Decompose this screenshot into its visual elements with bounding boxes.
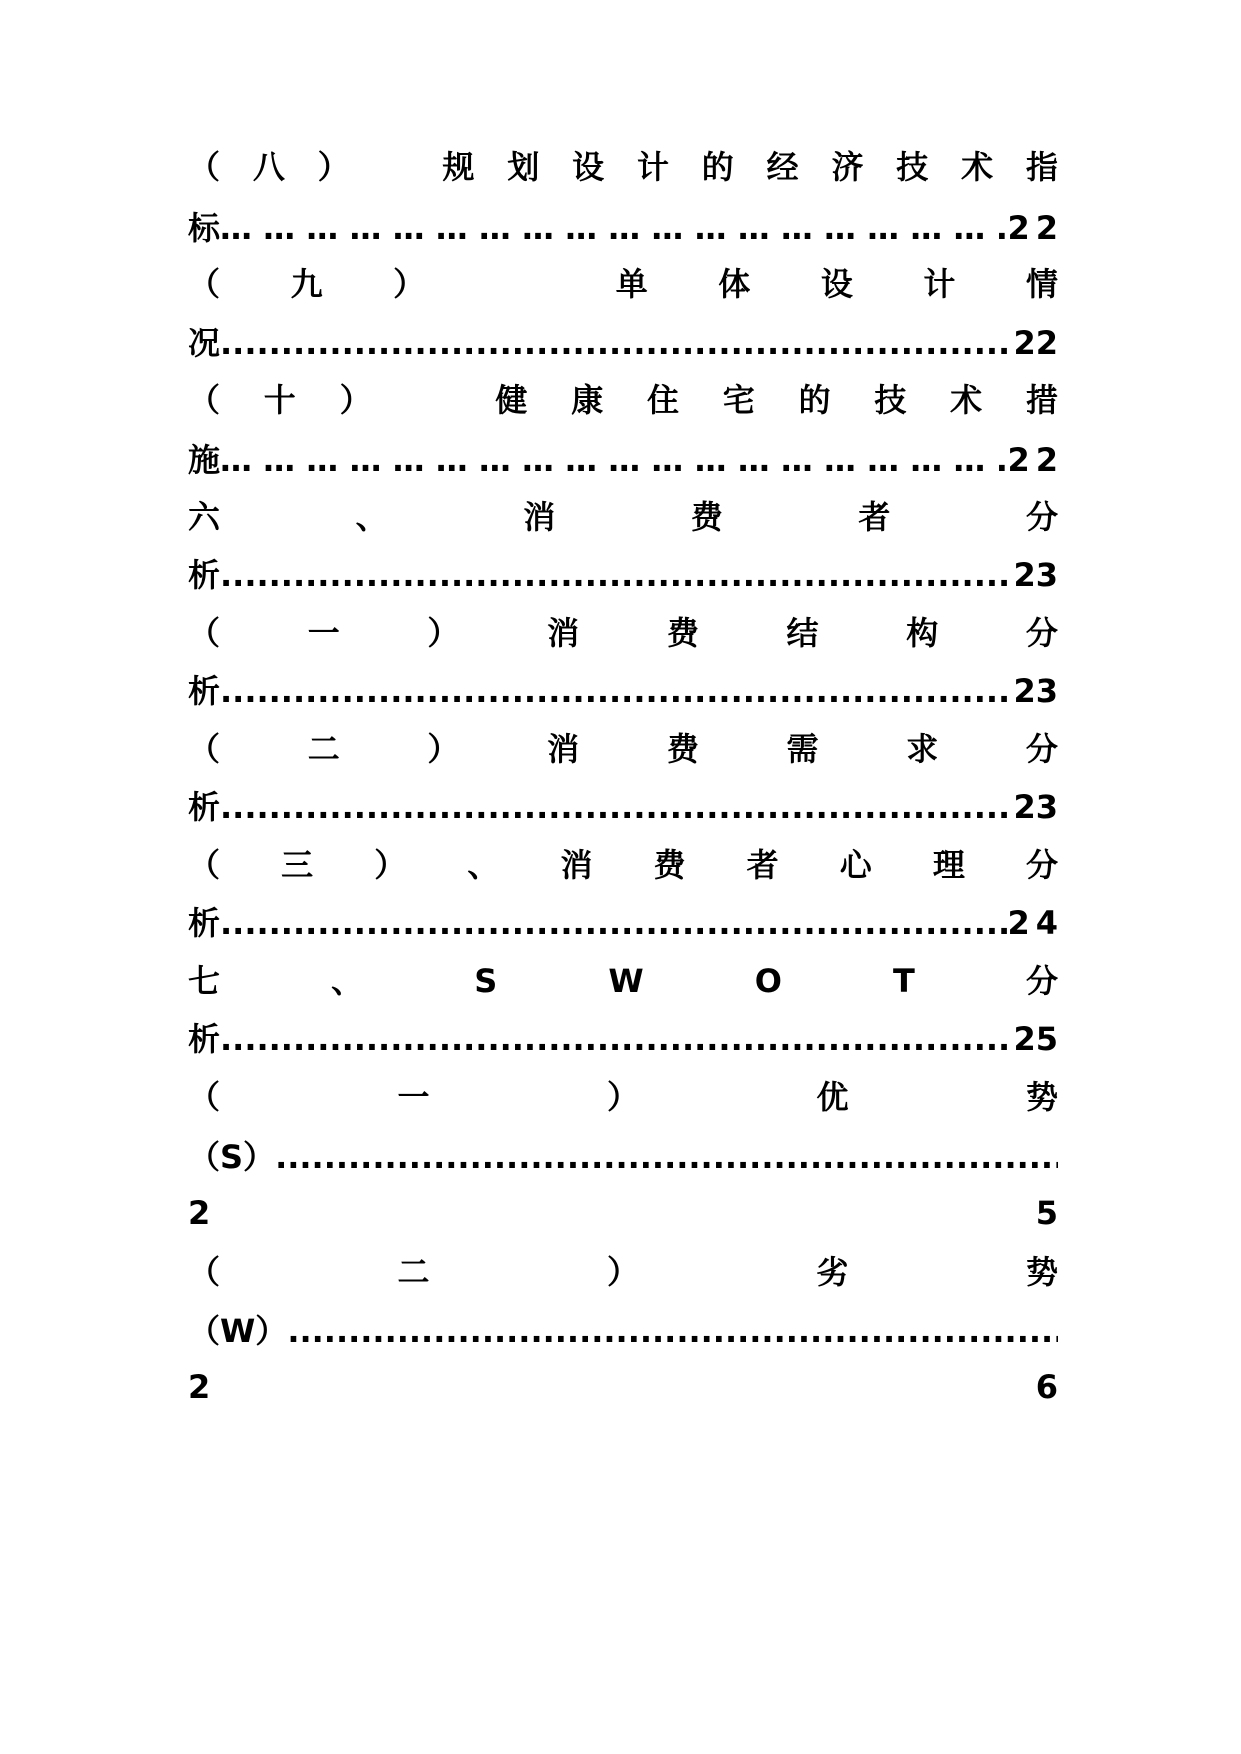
toc-char: 住: [646, 381, 679, 419]
toc-char: 健: [495, 381, 528, 419]
toc-page-number: 23: [1013, 788, 1058, 826]
toc-char: W: [608, 962, 644, 1000]
toc-char: 分: [1025, 498, 1058, 536]
toc-dot-leader: [220, 198, 1007, 258]
toc-char: 者: [746, 846, 779, 884]
toc-entry-leader[interactable]: [188, 1009, 1058, 1069]
toc-char: （: [188, 1078, 221, 1116]
toc-page-number: 23: [1013, 672, 1058, 710]
toc-char: 分: [1025, 730, 1058, 768]
toc-char: 情: [1025, 265, 1058, 303]
toc-char: 势: [1025, 1078, 1058, 1116]
toc-char: 二: [397, 1253, 430, 1291]
toc-page-number: 24: [1007, 904, 1064, 942]
toc-char: 需: [786, 730, 819, 768]
toc-char: ）: [393, 265, 426, 303]
toc-entry-heading: [188, 951, 1058, 1011]
toc-char: （: [188, 1253, 221, 1291]
toc-entry-leader[interactable]: [188, 661, 1058, 721]
toc-dot-leader: [220, 545, 1013, 605]
toc-char: 消: [523, 498, 556, 536]
toc-char: ）: [606, 1078, 639, 1116]
toc-char: 2: [188, 1368, 211, 1406]
toc-char: 者: [858, 498, 891, 536]
toc-char: 求: [906, 730, 939, 768]
toc-char: 势: [1025, 1253, 1058, 1291]
toc-page: [188, 0, 1064, 1754]
toc-char: 消: [547, 730, 580, 768]
toc-char: 优: [816, 1078, 849, 1116]
toc-dot-leader: [220, 777, 1013, 837]
toc-entry-leader[interactable]: [188, 1301, 1058, 1361]
toc-leader-head: 析: [188, 1020, 221, 1058]
toc-char: 6: [1035, 1368, 1058, 1406]
toc-char: 理: [932, 846, 965, 884]
toc-char: 规: [442, 148, 475, 186]
toc-char: 一: [307, 614, 340, 652]
toc-leader-head: 析: [188, 788, 221, 826]
toc-entry-heading: [188, 137, 1058, 197]
toc-entry-leader[interactable]: [188, 893, 1064, 953]
toc-char: 技: [896, 148, 929, 186]
toc-char: 计: [636, 148, 669, 186]
toc-char: 体: [718, 265, 751, 303]
toc-dot-leader: [220, 313, 1013, 373]
toc-entry-heading: [188, 487, 1058, 547]
toc-leader-head: 施: [188, 441, 221, 479]
toc-char: 八: [252, 148, 285, 186]
toc-entry-heading: [188, 370, 1058, 430]
toc-dot-leader: [220, 893, 1007, 953]
toc-char: 、: [467, 846, 500, 884]
toc-char: 单: [615, 265, 648, 303]
toc-leader-head: 况: [188, 324, 221, 362]
toc-page-number: 22: [1013, 324, 1058, 362]
toc-char: 2: [188, 1194, 211, 1232]
toc-leader-head: 析: [188, 556, 221, 594]
toc-dot-leader: [275, 1127, 1058, 1187]
toc-char: 消: [560, 846, 593, 884]
toc-entry-leader[interactable]: [188, 198, 1064, 258]
toc-char: 措: [1025, 381, 1058, 419]
toc-char: 费: [666, 730, 699, 768]
toc-char: ）: [317, 148, 350, 186]
toc-char: 划: [507, 148, 540, 186]
toc-char: 设: [820, 265, 853, 303]
toc-char: 、: [355, 498, 388, 536]
toc-entry-heading: [188, 603, 1058, 663]
toc-entry-heading: [188, 719, 1058, 779]
toc-char: 七: [188, 962, 221, 1000]
toc-char: 技: [874, 381, 907, 419]
toc-page-number: 23: [1013, 556, 1058, 594]
toc-leader-head: 标: [188, 209, 221, 247]
toc-entry-heading: [188, 254, 1058, 314]
toc-char: 构: [906, 614, 939, 652]
toc-char: 消: [547, 614, 580, 652]
toc-char: 心: [839, 846, 872, 884]
toc-char: 经: [766, 148, 799, 186]
toc-char: 设: [572, 148, 605, 186]
toc-dot-leader: [287, 1301, 1058, 1361]
toc-page-number-wrap: [188, 1183, 1058, 1243]
toc-char: S: [474, 962, 498, 1000]
toc-char: 康: [571, 381, 604, 419]
toc-entry-leader[interactable]: [188, 777, 1058, 837]
toc-char: 费: [666, 614, 699, 652]
toc-char: 费: [653, 846, 686, 884]
toc-char: 费: [690, 498, 723, 536]
toc-char: 三: [281, 846, 314, 884]
toc-char: 术: [950, 381, 983, 419]
toc-leader-head: 析: [188, 904, 221, 942]
toc-char: T: [893, 962, 915, 1000]
toc-entry-leader[interactable]: [188, 1127, 1058, 1187]
toc-entry-heading: [188, 835, 1058, 895]
toc-char: 一: [397, 1078, 430, 1116]
toc-char: 分: [1025, 614, 1058, 652]
toc-char: 六: [188, 498, 221, 536]
toc-char: ）: [374, 846, 407, 884]
toc-leader-head: （W）: [188, 1312, 288, 1350]
toc-page-number: 22: [1007, 209, 1064, 247]
toc-entry-leader[interactable]: [188, 313, 1058, 373]
toc-char: （: [188, 381, 221, 419]
toc-char: 的: [701, 148, 734, 186]
toc-char: ）: [606, 1253, 639, 1291]
toc-entry-leader[interactable]: [188, 545, 1058, 605]
toc-char: 指: [1025, 148, 1058, 186]
toc-dot-leader: [220, 661, 1013, 721]
toc-char: O: [754, 962, 782, 1000]
toc-char: 宅: [722, 381, 755, 419]
toc-char: （: [188, 614, 221, 652]
toc-char: （: [188, 846, 221, 884]
toc-dot-leader: [220, 1009, 1013, 1069]
toc-page-number: 22: [1007, 441, 1064, 479]
toc-char: ）: [427, 730, 460, 768]
toc-dot-leader: [220, 430, 1007, 490]
toc-char: 5: [1035, 1194, 1058, 1232]
toc-char: 术: [961, 148, 994, 186]
toc-char: 九: [290, 265, 323, 303]
toc-entry-heading: [188, 1242, 1058, 1302]
toc-char: 分: [1025, 962, 1058, 1000]
toc-entry-leader[interactable]: [188, 430, 1064, 490]
toc-page-number-wrap: [188, 1357, 1058, 1417]
toc-char: 、: [331, 962, 364, 1000]
toc-char: ）: [339, 381, 372, 419]
toc-entry-heading: [188, 1067, 1058, 1127]
toc-char: 计: [923, 265, 956, 303]
toc-char: （: [188, 265, 221, 303]
toc-char: 二: [307, 730, 340, 768]
toc-char: 分: [1025, 846, 1058, 884]
toc-leader-head: （S）: [188, 1138, 276, 1176]
toc-leader-head: 析: [188, 672, 221, 710]
toc-char: （: [188, 148, 221, 186]
toc-char: 的: [798, 381, 831, 419]
toc-char: 十: [263, 381, 296, 419]
toc-char: （: [188, 730, 221, 768]
toc-char: 结: [786, 614, 819, 652]
toc-char: ）: [427, 614, 460, 652]
toc-char: 济: [831, 148, 864, 186]
toc-page-number: 25: [1013, 1020, 1058, 1058]
toc-char: 劣: [816, 1253, 849, 1291]
